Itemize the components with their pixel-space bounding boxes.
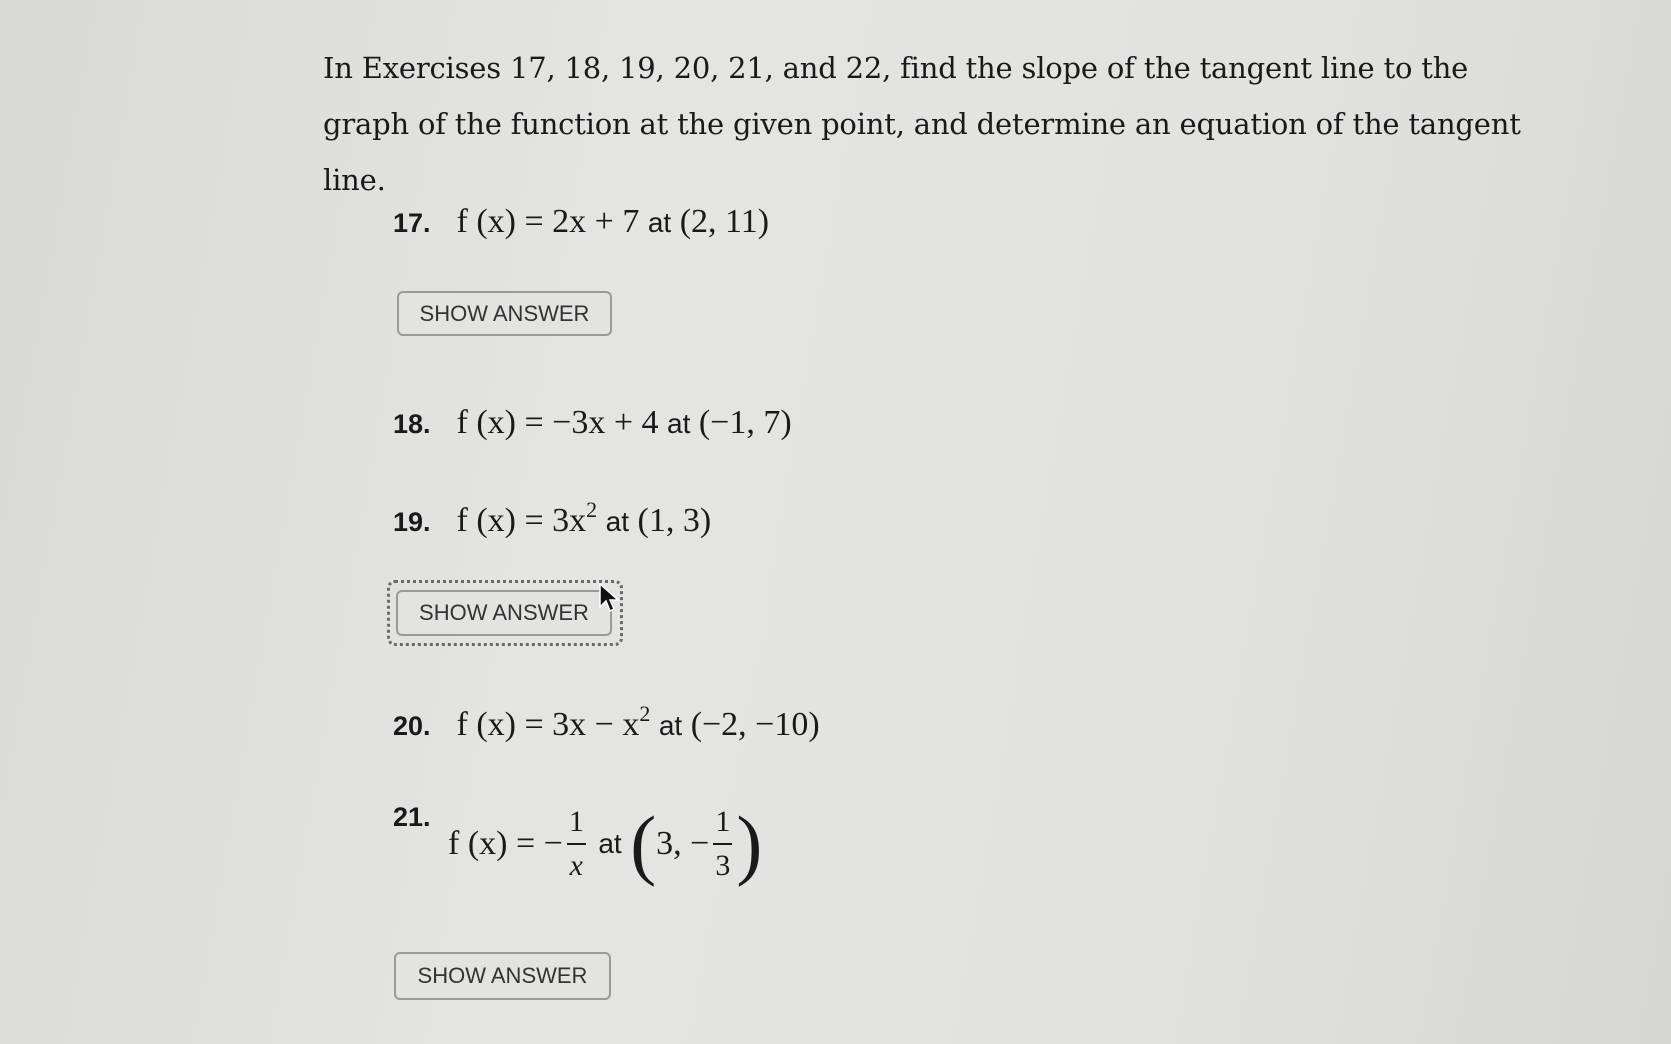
exercise-21 <box>393 802 448 844</box>
point-fraction <box>713 807 732 881</box>
fraction <box>567 807 586 881</box>
exercise-number: 20. <box>393 711 431 741</box>
mouse-pointer-icon <box>599 583 621 615</box>
show-answer-button-21[interactable]: SHOW ANSWER <box>394 952 611 1000</box>
exercise-function: f (x) = 3x − x <box>456 706 640 743</box>
exercise-function: f (x) = −3x + 4 <box>456 404 659 441</box>
exercise-at: at <box>647 207 672 238</box>
exercise-at: at <box>658 710 683 741</box>
point-x: 3, − <box>656 825 710 862</box>
exercise-number: 18. <box>393 409 431 439</box>
exercise-18 <box>393 404 792 442</box>
exercise-point: (−2, −10) <box>690 706 820 743</box>
exercise-at: at <box>605 506 630 537</box>
exponent: 2 <box>639 701 651 726</box>
exercise-function: f (x) = 3x <box>456 502 587 539</box>
left-paren: ( <box>630 800 657 887</box>
exercise-function: f (x) = − <box>448 825 563 862</box>
exercise-number: 17. <box>393 208 431 238</box>
exercise-point: (2, 11) <box>679 203 770 240</box>
exercise-at: at <box>667 408 691 439</box>
point-fraction-numerator: 1 <box>713 807 732 845</box>
right-paren: ) <box>736 800 763 887</box>
fraction-numerator: 1 <box>567 807 586 845</box>
exercise-at: at <box>598 828 622 859</box>
fraction-denominator: x <box>569 849 583 882</box>
exercise-number: 19. <box>393 507 431 537</box>
exercise-function: f (x) = 2x + 7 <box>456 203 640 240</box>
exercise-19 <box>393 497 712 540</box>
exercise-point: (1, 3) <box>637 502 712 539</box>
show-answer-button-19[interactable]: SHOW ANSWER <box>396 590 612 636</box>
exercise-17 <box>393 203 769 241</box>
exercise-number: 21. <box>393 802 431 832</box>
exercise-point: (−1, 7) <box>698 404 792 441</box>
show-answer-button-17[interactable]: SHOW ANSWER <box>397 291 612 336</box>
exercise-21-expression <box>448 800 763 887</box>
exponent: 2 <box>586 497 598 522</box>
exercise-20 <box>393 701 820 744</box>
instructions-text: In Exercises 17, 18, 19, 20, 21, and 22, find the slope of the tangent line to the graph of the function at the given point, and determine an equation of the tangent line. <box>323 51 1521 197</box>
point-fraction-denominator: 3 <box>715 849 731 882</box>
